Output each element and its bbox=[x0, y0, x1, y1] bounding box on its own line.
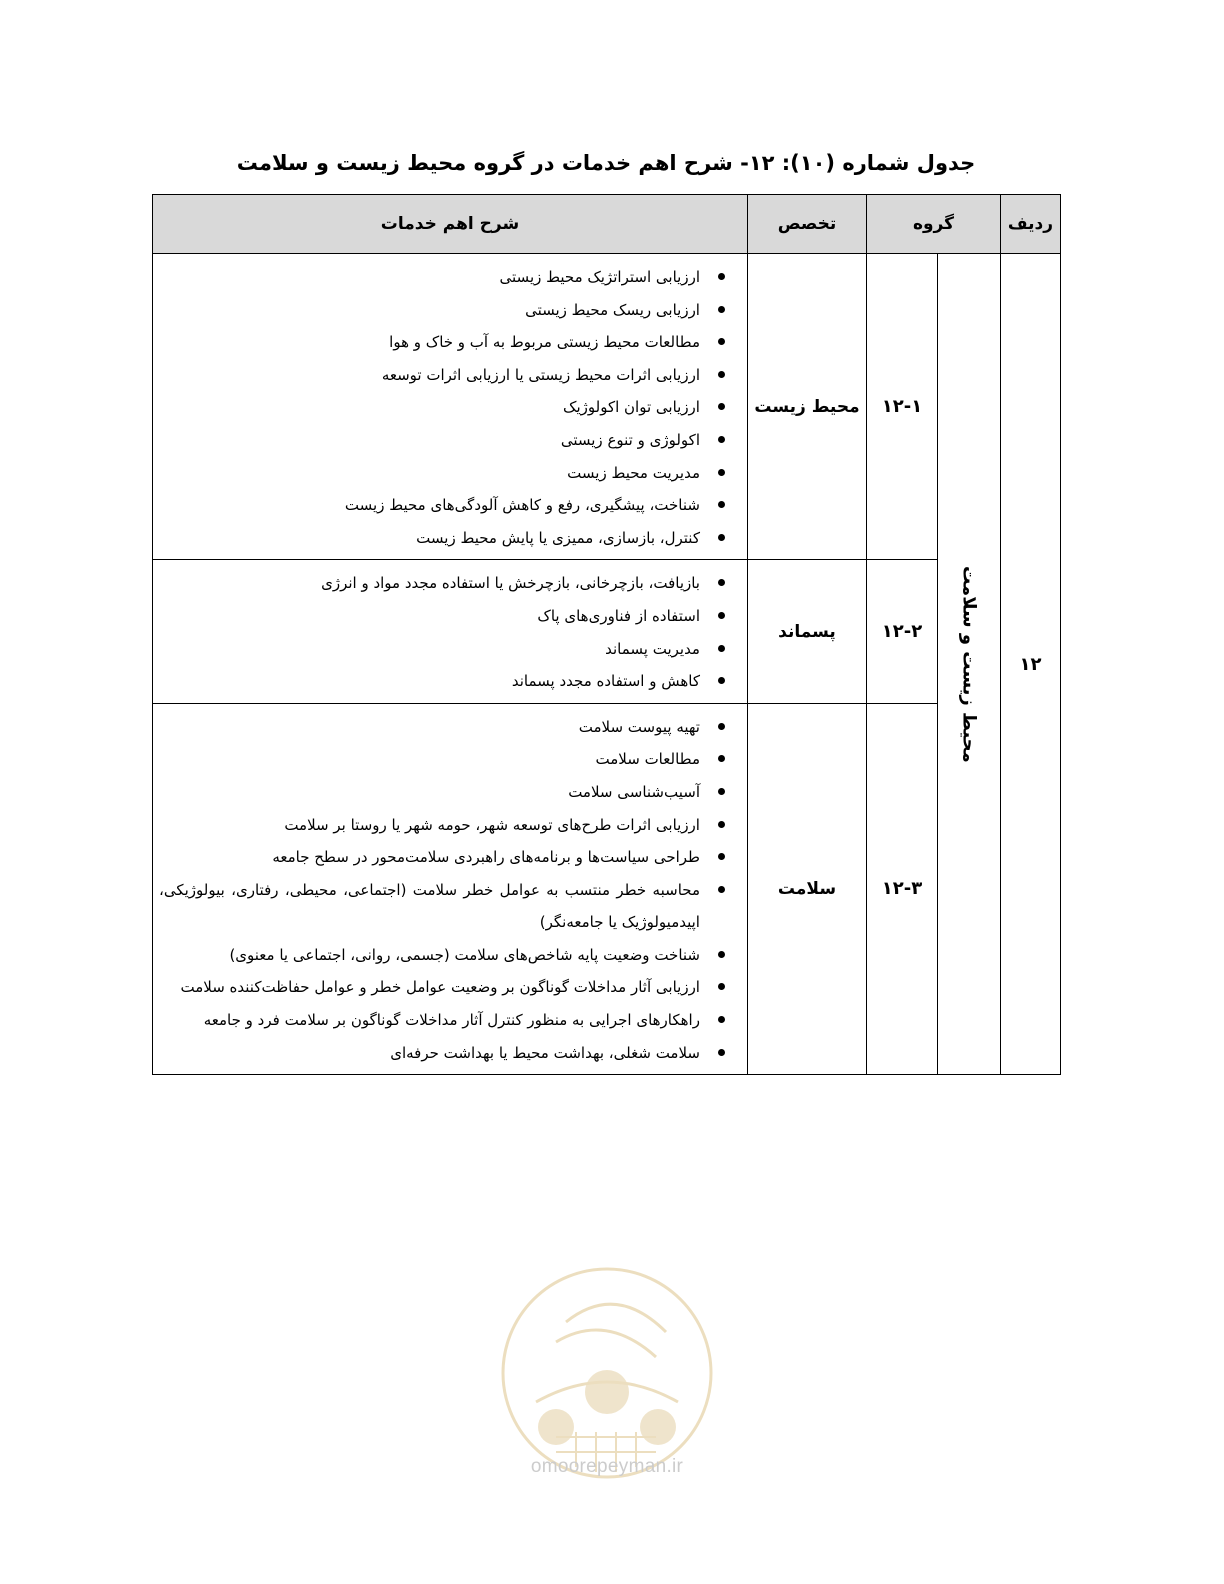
service-item: شناخت وضعیت پایه شاخص‌های سلامت (جسمی، روانی، اجتماعی یا معنوی) bbox=[159, 939, 735, 972]
service-item: اکولوژی و تنوع زیستی bbox=[159, 424, 735, 457]
service-item: مطالعات سلامت bbox=[159, 743, 735, 776]
service-item: آسیب‌شناسی سلامت bbox=[159, 776, 735, 809]
group-name-cell bbox=[938, 254, 1001, 1075]
group-code-cell: ۱۲-۱ bbox=[866, 254, 937, 560]
table-header-row bbox=[153, 195, 1061, 254]
services-table bbox=[152, 194, 1061, 1075]
service-item: کنترل، بازسازی، ممیزی یا پایش محیط زیست bbox=[159, 522, 735, 555]
service-item: ارزیابی توان اکولوژیک bbox=[159, 391, 735, 424]
service-item: سلامت شغلی، بهداشت محیط یا بهداشت حرفه‌ای bbox=[159, 1037, 735, 1070]
table-row bbox=[153, 254, 1061, 560]
service-item: راهکارهای اجرایی به منظور کنترل آثار مداخلات گوناگون بر سلامت فرد و جامعه bbox=[159, 1004, 735, 1037]
description-cell bbox=[153, 254, 748, 560]
service-item: کاهش و استفاده مجدد پسماند bbox=[159, 665, 735, 698]
description-cell bbox=[153, 703, 748, 1075]
page-title: جدول شماره (۱۰): ۱۲- شرح اهم خدمات در گروه محیط زیست و سلامت bbox=[236, 151, 976, 175]
watermark-logo-icon bbox=[496, 1262, 718, 1484]
header-description: شرح اهم خدمات bbox=[153, 195, 748, 254]
service-item: ارزیابی اثرات طرح‌های توسعه شهر، حومه شهر یا روستا بر سلامت bbox=[159, 809, 735, 842]
service-item: ارزیابی آثار مداخلات گوناگون بر وضعیت عوامل خطر و عوامل حفاظت‌کننده سلامت bbox=[159, 971, 735, 1004]
services-list bbox=[153, 704, 747, 1075]
service-item: ارزیابی استراتژیک محیط زیستی bbox=[159, 261, 735, 294]
watermark-url: omoorepeyman.ir bbox=[530, 1456, 684, 1477]
service-item: استفاده از فناوری‌های پاک bbox=[159, 600, 735, 633]
table-row bbox=[153, 703, 1061, 1075]
service-item: مدیریت پسماند bbox=[159, 633, 735, 666]
service-item: ارزیابی اثرات محیط زیستی یا ارزیابی اثرات توسعه bbox=[159, 359, 735, 392]
service-item: محاسبه خطر منتسب به عوامل خطر سلامت (اجتماعی، محیطی، رفتاری، بیولوژیکی، اپیدمیولوژیک یا جامعه‌نگر) bbox=[159, 874, 735, 939]
service-item: مدیریت محیط زیست bbox=[159, 457, 735, 490]
radif-cell: ۱۲ bbox=[1001, 254, 1061, 1075]
group-name-label: محیط زیست و سلامت bbox=[958, 565, 980, 763]
specialty-cell: پسماند bbox=[747, 560, 866, 703]
service-item: تهیه پیوست سلامت bbox=[159, 711, 735, 744]
description-cell bbox=[153, 560, 748, 703]
group-code-cell: ۱۲-۳ bbox=[866, 703, 937, 1075]
service-item: شناخت، پیشگیری، رفع و کاهش آلودگی‌های محیط زیست bbox=[159, 489, 735, 522]
services-list bbox=[153, 560, 747, 702]
header-radif: ردیف bbox=[1001, 195, 1061, 254]
service-item: ارزیابی ریسک محیط زیستی bbox=[159, 294, 735, 327]
specialty-cell: محیط زیست bbox=[747, 254, 866, 560]
services-list bbox=[153, 254, 747, 559]
service-item: طراحی سیاست‌ها و برنامه‌های راهبردی سلامت‌محور در سطح جامعه bbox=[159, 841, 735, 874]
group-code-cell: ۱۲-۲ bbox=[866, 560, 937, 703]
table-row bbox=[153, 560, 1061, 703]
service-item: مطالعات محیط زیستی مربوط به آب و خاک و هوا bbox=[159, 326, 735, 359]
specialty-cell: سلامت bbox=[747, 703, 866, 1075]
header-specialty: تخصص bbox=[747, 195, 866, 254]
service-item: بازیافت، بازچرخانی، بازچرخش یا استفاده مجدد مواد و انرژی bbox=[159, 567, 735, 600]
header-group: گروه bbox=[866, 195, 1000, 254]
